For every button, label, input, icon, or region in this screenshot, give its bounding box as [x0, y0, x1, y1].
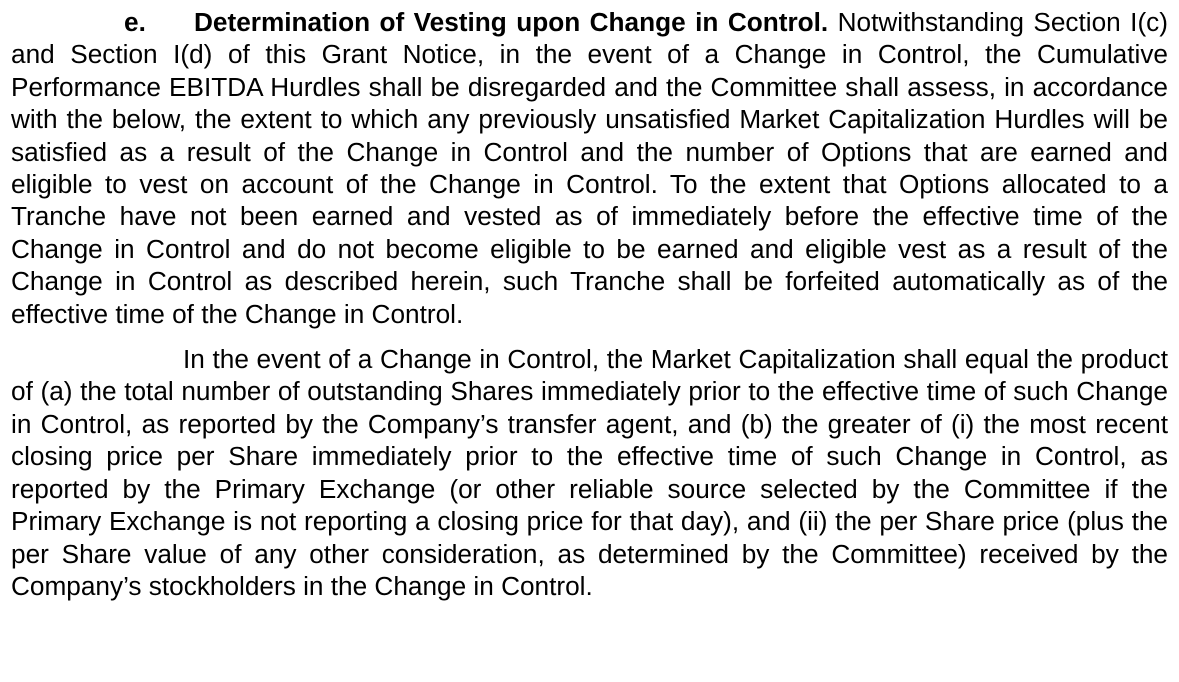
section-heading: Determination of Vesting upon Change in Control. [194, 7, 829, 37]
section-e-paragraph [11, 6, 1168, 330]
section-e-body: Notwithstanding Section I(c) and Section I(d) of this Grant Notice, in the event of a Change in Control, the Cumulative Performance EBITDA Hurdles shall be disregarded and the Committee shall assess, in accordance with the below, the extent to which any previously unsatisfied Market Capitalization Hurdles will be satisfied as a result of the Change in Control and the number of Options that are earned and eligible to vest on account of the Change in Control. To the extent that Options allocated to a Tranche have not been earned and vested as of immediately before the effective time of the Change in Control and do not become eligible to be earned and eligible vest as a result of the Change in Control as described herein, such Tranche shall be forfeited automatically as of the effective time of the Change in Control. [11, 7, 1168, 329]
section-marker: e. [124, 7, 146, 37]
market-capitalization-paragraph: In the event of a Change in Control, the Market Capitalization shall equal the product of (a) the total number of outstanding Shares immediately prior to the effective time of such Change in Control, as reported by the Company’s transfer agent, and (b) the greater of (i) the most recent closing price per Share immediately prior to the effective time of such Change in Control, as reported by the Primary Exchange (or other reliable source selected by the Committee if the Primary Exchange is not reporting a closing price for that day), and (ii) the per Share price (plus the per Share value of any other consideration, as determined by the Committee) received by the Company’s stockholders in the Change in Control. [11, 344, 1168, 601]
